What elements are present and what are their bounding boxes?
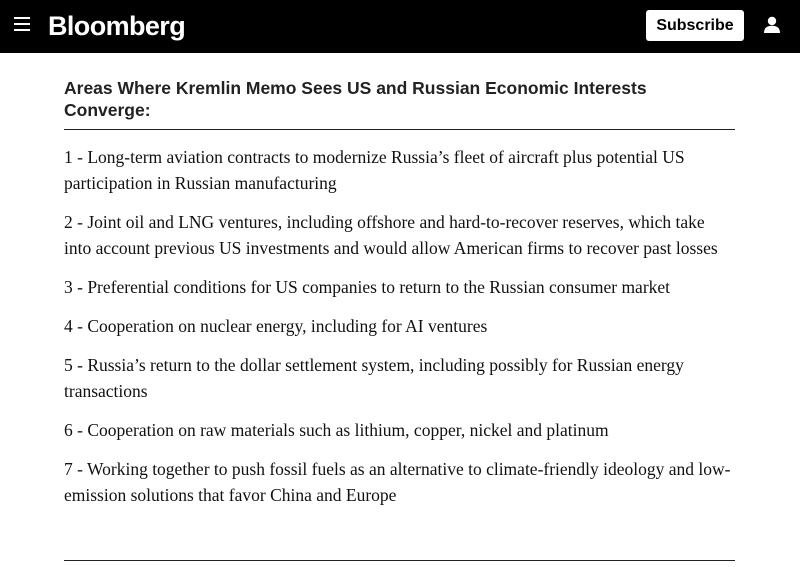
- hamburger-menu-icon[interactable]: [14, 16, 32, 32]
- article-headline: Areas Where Kremlin Memo Sees US and Russian Economic Interests Converge:: [64, 77, 735, 130]
- interest-areas-list: [64, 144, 735, 508]
- bottom-divider: [64, 560, 735, 561]
- user-account-icon[interactable]: [762, 15, 782, 35]
- list-item: 7 - Working together to push fossil fuels as an alternative to climate-friendly ideology and low-emission solutions that favor China and Europe: [64, 459, 731, 505]
- list-item: 4 - Cooperation on nuclear energy, including for AI ventures: [64, 316, 488, 336]
- list-item: 5 - Russia’s return to the dollar settlement system, including possibly for Russian energy transactions: [64, 355, 684, 401]
- list-item: 1 - Long-term aviation contracts to modernize Russia’s fleet of aircraft plus potential US participation in Russian manufacturing: [64, 147, 685, 193]
- bloomberg-logo[interactable]: Bloomberg: [48, 11, 186, 41]
- article-content: [64, 53, 735, 521]
- top-navigation-bar: [0, 0, 800, 53]
- list-item: 2 - Joint oil and LNG ventures, including offshore and hard-to-recover reserves, which take into account previous US investments and would allow American firms to recover past losses: [64, 212, 718, 258]
- subscribe-button[interactable]: Subscribe: [646, 10, 744, 41]
- list-item: 6 - Cooperation on raw materials such as lithium, copper, nickel and platinum: [64, 420, 609, 440]
- list-item: 3 - Preferential conditions for US companies to return to the Russian consumer market: [64, 277, 671, 297]
